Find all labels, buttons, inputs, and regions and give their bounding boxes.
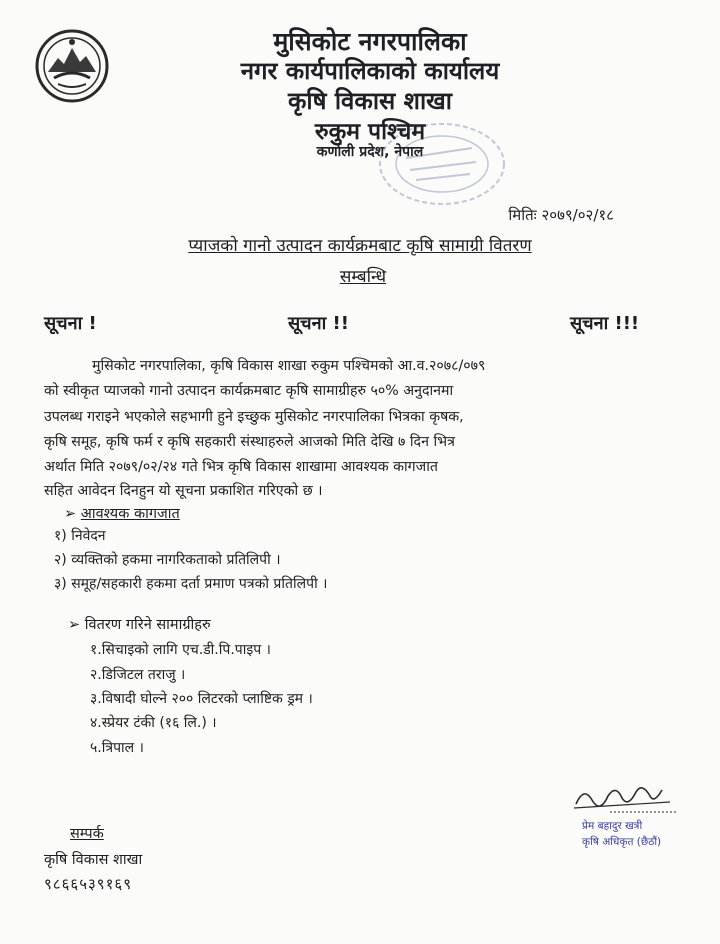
notice-label-1: सूचना ! [44,313,97,334]
handwritten-signature [570,778,680,816]
body-line-4: कृषि समूह, कृषि फर्म र कृषि सहकारी संस्थाहरुले आजको मिति देखि ७ दिन भित्र [44,434,455,450]
arrow-right-icon: ➢ [68,617,85,633]
document-item-3: ३) समूह/सहकारी हकमा दर्ता प्रमाण पत्रको प्रतिलिपी । [54,576,328,592]
letterhead-branch: कृषि विकास शाखा [287,87,453,115]
contact-office: कृषि विकास शाखा [44,852,143,868]
material-item-3: ३.विषादी घोल्ने २०० लिटरको प्लाष्टिक ड्रम । [90,691,313,707]
document-item-1: १) निवेदन [54,528,106,544]
body-line-6: सहित आवेदन दिनहुन यो सूचना प्रकाशित गरिएको छ । [44,483,323,499]
documents-heading: ➢ आवश्यक कागजात [64,506,180,522]
letterhead-office: नगर कार्यपालिकाको कार्यालय [240,57,500,85]
material-item-1: १.सिचाइको लागि एच.डी.पि.पाइप । [90,642,271,658]
subject-line-1: प्याजको गानो उत्पादन कार्यक्रमबाट कृषि सामाग्री वितरण [188,236,532,256]
letterhead-district: रुकुम पश्चिम [314,119,426,145]
contact-phone: ९८६६५३९१६९ [44,875,133,893]
notice-label-3: सूचना !!! [570,313,640,334]
letterhead-province: कर्णाली प्रदेश, नेपाल [316,144,424,160]
letterhead-municipality: मुसिकोट नगरपालिका [273,27,467,56]
notice-date: मितिः २०७९/०२/१८ [508,206,614,224]
contact-heading: सम्पर्क [70,826,104,842]
body-line-5: अर्थात मिति २०७९/०२/२४ गते भित्र कृषि विकास शाखामा आवश्यक कागजात [44,459,438,475]
body-line-3: उपलब्ध गराइने भएकोले सहभागी हुने इच्छुक मुसिकोट नगरपालिका भित्रका कृषक, [44,409,464,425]
notice-label-2: सूचना !! [288,313,349,334]
body-line-1: मुसिकोट नगरपालिका, कृषि विकास शाखा रुकुम पश्चिमको आ.व.२०७८/०७९ [92,358,486,374]
body-line-2: को स्वीकृत प्याजको गानो उत्पादन कार्यक्रमबाट कृषि सामाग्रीहरु ५०% अनुदानमा [44,383,454,399]
material-item-2: २.डिजिटल तराजु । [90,667,186,683]
materials-heading: ➢ वितरण गरिने सामाग्रीहरु [68,617,211,633]
arrow-right-icon: ➢ [64,506,81,522]
document-item-2: २) व्यक्तिको हकमा नागरिकताको प्रतिलिपी । [54,552,281,568]
signatory-title: कृषि अधिकृत (छैठौं) [582,836,662,848]
material-item-5: ५.त्रिपाल । [90,740,144,756]
signatory-name: प्रेम बहादुर खत्री [582,820,643,832]
material-item-4: ४.स्प्रेयर टंकी (१६ लि.) । [90,715,217,731]
subject-line-2: सम्बन्धि [339,267,387,287]
